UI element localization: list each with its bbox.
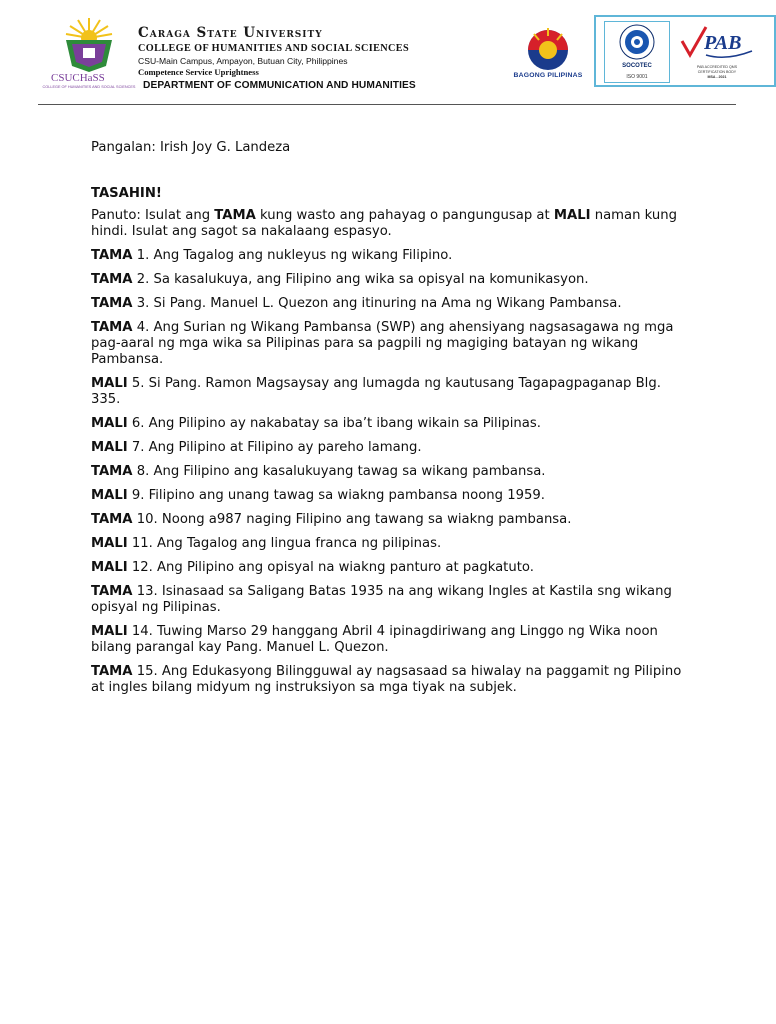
list-item xyxy=(91,584,691,616)
statement: 11. Ang Tagalog ang lingua franca ng pilipinas. xyxy=(131,536,442,551)
socotec-label: SOCOTEC xyxy=(622,63,652,69)
letterhead xyxy=(0,0,768,110)
list-item xyxy=(91,560,691,576)
instructions xyxy=(91,208,691,240)
list-item xyxy=(91,440,691,456)
csu-chass-logo xyxy=(42,14,136,92)
statement: 4. Ang Surian ng Wikang Pambansa (SWP) ang ahensiyang nagsasagawa ng mga pag-aaral ng mga wika sa Pilipinas para sa pagpili ng magiging batayan ng wikang Pambansa. xyxy=(91,320,674,367)
answer: TAMA xyxy=(91,248,133,263)
motto-uprightness: Uprightness xyxy=(214,67,259,77)
list-item xyxy=(91,664,691,696)
list-item xyxy=(91,416,691,432)
motto-service: Service xyxy=(185,67,213,77)
socotec-icon xyxy=(605,22,669,62)
statement: 10. Noong a987 naging Filipino ang tawang sa wiakng pambansa. xyxy=(136,512,572,527)
bagong-pilipinas-label: BAGONG PILIPINAS xyxy=(513,72,583,79)
list-item xyxy=(91,248,691,264)
statement: 5. Si Pang. Ramon Magsaysay ang lumagda ng kautusang Tagapagpaganap Blg. 335. xyxy=(91,376,661,407)
pab-sub-3: MSA - 2021 xyxy=(707,75,727,79)
statement: 8. Ang Filipino ang kasalukuyang tawag sa wikang pambansa. xyxy=(136,464,546,479)
instr-part-1: Panuto: Isulat ang xyxy=(91,208,211,223)
pab-sub-2: CERTIFICATION BODY xyxy=(697,70,737,74)
college-name: COLLEGE OF HUMANITIES AND SOCIAL SCIENCES xyxy=(138,43,410,54)
name-label: Pangalan: xyxy=(91,140,156,155)
motto xyxy=(138,67,478,78)
answer: MALI xyxy=(91,376,128,391)
answer: TAMA xyxy=(91,464,133,479)
list-item xyxy=(91,376,691,408)
statement: 7. Ang Pilipino at Filipino ay pareho lamang. xyxy=(131,440,422,455)
answer: TAMA xyxy=(91,664,133,679)
instr-part-3: naman kung hindi. Isulat ang sagot sa nakalaang espasyo. xyxy=(91,208,677,239)
motto-competence: Competence xyxy=(138,67,184,77)
answer: MALI xyxy=(91,560,128,575)
pab-wordmark: PAB xyxy=(704,32,742,54)
statement: 3. Si Pang. Manuel L. Quezon ang itinuring na Ama ng Wikang Pambansa. xyxy=(136,296,622,311)
statement: 15. Ang Edukasyong Bilingguwal ay nagsasaad sa hiwalay na paggamit ng Pilipino at ingles bilang midyum ng instruksiyon sa mga tiyak na subjek. xyxy=(91,664,682,695)
answer: MALI xyxy=(91,440,128,455)
instr-tama: TAMA xyxy=(214,208,256,223)
statement: 2. Sa kasalukuya, ang Filipino ang wika sa opisyal na komunikasyon. xyxy=(136,272,589,287)
statement: 9. Filipino ang unang tawag sa wiakng pambansa noong 1959. xyxy=(131,488,545,503)
list-item xyxy=(91,320,691,368)
name-value: Irish Joy G. Landeza xyxy=(160,140,291,155)
certification-box xyxy=(594,15,776,87)
answer: MALI xyxy=(91,416,128,431)
list-item xyxy=(91,272,691,288)
list-item xyxy=(91,464,691,480)
pab-sub-1: PAB ACCREDITED QMS xyxy=(696,65,738,69)
statement: 14. Tuwing Marso 29 hanggang Abril 4 ipinagdiriwang ang Linggo ng Wika noon bilang parangal kay Pang. Manuel L. Quezon. xyxy=(91,624,658,655)
list-item xyxy=(91,512,691,528)
statement: 12. Ang Pilipino ang opisyal na wiakng panturo at pagkatuto. xyxy=(131,560,534,575)
logo-wordmark: CSUCHaSS xyxy=(51,72,105,84)
document-body xyxy=(91,140,691,696)
university-block xyxy=(138,26,478,78)
list-item xyxy=(91,624,691,656)
answer: TAMA xyxy=(91,296,133,311)
iso-label: ISO 9001 xyxy=(626,74,648,80)
department-name: DEPARTMENT OF COMMUNICATION AND HUMANITIES xyxy=(143,80,416,91)
pab-icon xyxy=(676,21,758,65)
answer: MALI xyxy=(91,536,128,551)
answer: TAMA xyxy=(91,272,133,287)
list-item xyxy=(91,296,691,312)
list-item xyxy=(91,488,691,504)
list-item xyxy=(91,536,691,552)
answer: TAMA xyxy=(91,584,133,599)
statement: 13. Isinasaad sa Saligang Batas 1935 na ang wikang Ingles at Kastila sng wikang opisyal ng Pilipinas. xyxy=(91,584,672,615)
answer: MALI xyxy=(91,488,128,503)
header-divider xyxy=(38,104,736,105)
answer: MALI xyxy=(91,624,128,639)
answer: TAMA xyxy=(91,320,133,335)
statement: 1. Ang Tagalog ang nukleyus ng wikang Filipino. xyxy=(136,248,453,263)
csu-chass-logo-icon xyxy=(42,14,136,92)
statement: 6. Ang Pilipino ay nakabatay sa iba’t ibang wikain sa Pilipinas. xyxy=(131,416,541,431)
pab-badge xyxy=(676,21,758,83)
university-name: Caraga State University xyxy=(138,25,323,41)
answer: TAMA xyxy=(91,512,133,527)
answer-list xyxy=(91,248,691,696)
socotec-badge xyxy=(604,21,670,83)
instr-mali: MALI xyxy=(553,208,591,223)
instr-part-2: kung wasto ang pahayag o pangungusap at xyxy=(260,208,550,223)
logo-subtext: COLLEGE OF HUMANITIES AND SOCIAL SCIENCES xyxy=(42,85,136,89)
bagong-pilipinas-icon xyxy=(506,24,590,72)
task-title: TASAHIN! xyxy=(91,186,162,201)
bagong-pilipinas-logo xyxy=(506,24,590,82)
campus-address: CSU-Main Campus, Ampayon, Butuan City, Philippines xyxy=(138,56,348,66)
student-name-line xyxy=(91,140,691,156)
